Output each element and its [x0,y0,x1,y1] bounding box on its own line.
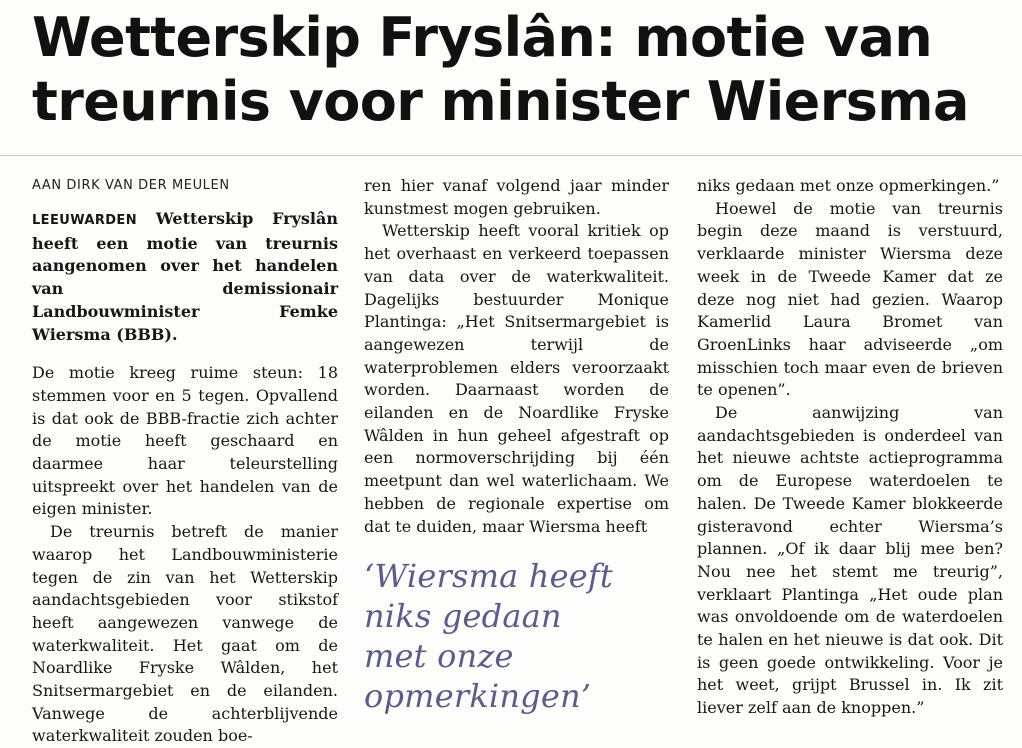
article-column-3 [697,175,1003,720]
byline: AAN DIRK VAN DER MEULEN [32,178,230,193]
article-column-1 [32,177,338,748]
pull-quote-line: opmerkingen’ [364,677,592,715]
pull-quote-line: ‘Wiersma heeft [364,557,613,595]
body-paragraph: ren hier vanaf volgend jaar minder kunstmest mogen gebruiken. [364,176,669,218]
lead-text: Wetterskip Fryslân heeft een motie van treurnis aangenomen over het handelen van demissionair Landbouwminister Femke Wiersma (BBB). [32,209,338,344]
lead-paragraph [32,208,338,346]
headline [32,6,1002,134]
body-paragraph: De aanwijzing van aandachtsgebieden is onderdeel van het nieuwe achtste actieprogramma om de Europese waterdoelen te halen. De Tweede Kamer blokkeerde gisteravond echter Wiersma’s plannen. „Of ik daar blij mee ben? Nou nee het stemt me treurig”, verklaart Plantinga „Het oude plan was onvoldoende om de waterdoelen te halen en het nieuwe is dat ook. Dit is geen goede ontwikkeling. Voor je het weet, grijpt Brussel in. Ik zit liever zelf aan de knoppen.” [697,403,1003,718]
body-paragraph: Wetterskip heeft vooral kritiek op het overhaast en verkeerd toepassen van data over de waterkwaliteit. Dagelijks bestuurder Monique Plantinga: „Het Snitsermargebiet is aangewezen terwijl de waterproblemen elders veroorzaakt worden. Daarnaast worden de eilanden en de Noardlike Fryske Wâlden in hun geheel afgestraft op een normoverschrijding bij één meetpunt dan wel waterlichaam. We hebben de regionale expertise om dat te duiden, maar Wiersma heeft [364,221,669,536]
pull-quote-line: met onze [364,637,514,675]
pull-quote-line: niks gedaan [364,597,562,635]
body-paragraph: De treurnis betreft de manier waarop het Landbouwministerie tegen de zin van het Wetterskip aandachtsgebieden voor stikstof heeft aangewezen vanwege de waterkwaliteit. Het gaat om de Noardlike Fryske Wâlden, het Snitsermargebiet en de eilanden. Vanwege de achterblijvende waterkwaliteit zouden boe- [32,522,338,746]
body-paragraph: Hoewel de motie van treurnis begin deze maand is verstuurd, verklaarde minister Wiersma deze week in de Tweede Kamer dat ze deze nog niet had gezien. Waarop Kamerlid Laura Bromet van GroenLinks haar adviseerde „om misschien toch maar even de brieven te openen”. [697,198,1003,400]
body-paragraph: De motie kreeg ruime steun: 18 stemmen voor en 5 tegen. Opvallend is dat ook de BBB-fractie zich achter de motie heeft geschaard en daarmee haar teleurstelling uitspreekt over het handelen van de eigen minister. [32,363,338,519]
body-paragraph: niks gedaan met onze opmerkingen.” [697,176,1000,195]
headline-divider [0,155,1022,156]
article-column-2 [364,175,669,538]
dateline: LEEUWARDEN [32,213,137,228]
pull-quote [364,556,664,716]
headline-line-2: treurnis voor minister Wiersma [32,70,969,133]
headline-line-1: Wetterskip Fryslân: motie van [32,6,933,69]
